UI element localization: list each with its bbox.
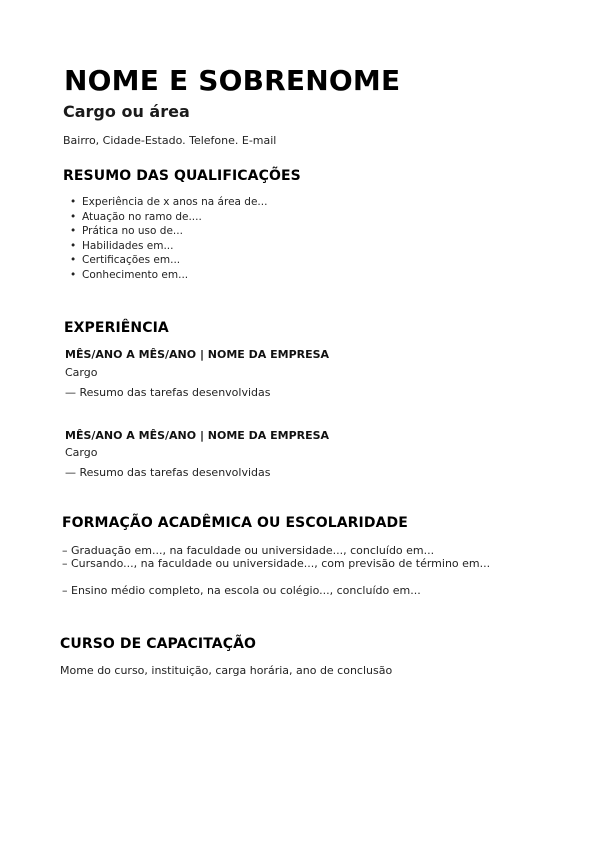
bullet-icon: • xyxy=(70,239,77,252)
bullet-icon: • xyxy=(70,268,77,281)
education-heading: FORMAÇÃO ACADÊMICA OU ESCOLARIDADE xyxy=(62,515,408,531)
education-line: – Ensino médio completo, na escola ou colégio..., concluído em... xyxy=(62,584,421,597)
job-2-description: — Resumo das tarefas desenvolvidas xyxy=(65,466,271,479)
summary-item: • Habilidades em... xyxy=(70,239,174,252)
bullet-icon: • xyxy=(70,196,77,208)
summary-item: • Prática no uso de... xyxy=(70,225,183,238)
education-line: – Graduação em..., na faculdade ou universidade..., concluído em... xyxy=(62,544,435,557)
job-2-header: MÊS/ANO A MÊS/ANO | NOME DA EMPRESA xyxy=(65,429,330,442)
summary-heading: RESUMO DAS QUALIFICAÇÕES xyxy=(63,168,301,184)
summary-item: • Conhecimento em... xyxy=(70,268,189,281)
summary-item: • Atuação no ramo de.... xyxy=(70,210,202,223)
bullet-icon: • xyxy=(70,210,77,223)
education-line: – Cursando..., na faculdade ou universidade..., com previsão de término em... xyxy=(62,557,491,570)
bullet-icon: • xyxy=(70,225,77,238)
summary-list xyxy=(70,195,267,283)
job-1-header: MÊS/ANO A MÊS/ANO | NOME DA EMPRESA xyxy=(65,348,330,361)
job-2-role: Cargo xyxy=(65,446,98,459)
job-1-description: — Resumo das tarefas desenvolvidas xyxy=(65,386,271,399)
course-heading: CURSO DE CAPACITAÇÃO xyxy=(60,636,257,652)
bullet-icon: • xyxy=(70,254,77,267)
summary-item: • Certificações em... xyxy=(70,254,181,267)
experience-heading: EXPERIÊNCIA xyxy=(64,320,169,336)
resume-contact: Bairro, Cidade-Estado. Telefone. E-mail xyxy=(63,134,277,147)
summary-item: • Experiência de x anos na área de... xyxy=(70,196,268,208)
resume-name: NOME E SOBRENOME xyxy=(64,64,401,97)
resume-role: Cargo ou área xyxy=(63,102,190,121)
course-text: Mome do curso, instituição, carga horária, ano de conclusão xyxy=(60,664,393,677)
job-1-role: Cargo xyxy=(65,366,98,379)
